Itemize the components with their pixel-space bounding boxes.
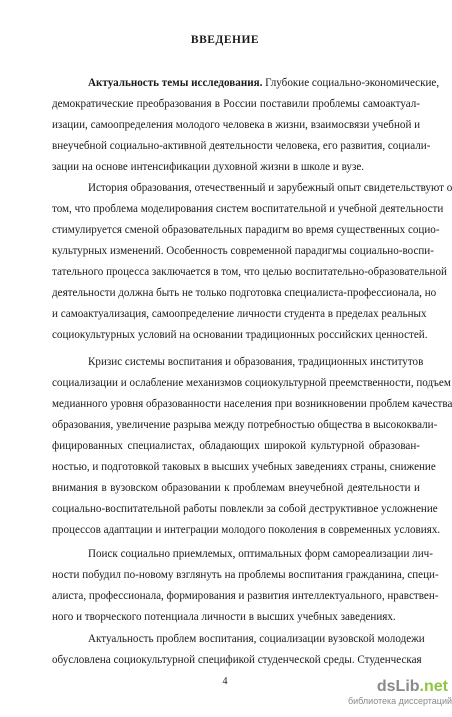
text-line: демократические преобразования в России поставили проблемы самоактуал- — [52, 98, 420, 110]
page-number: 4 — [222, 676, 228, 687]
text-line: ностью, и подготовкой таковых в высших учебных заведениях страны, снижение — [52, 461, 436, 473]
text-line: История образования, отечественный и зарубежный опыт свидетельствуют о — [88, 182, 452, 194]
svg-text:dsLib.net — [377, 678, 449, 695]
text-line: Поиск социально приемлемых, оптимальных форм самореализации лич- — [88, 548, 433, 560]
text-line: алиста, профессионала, формирования и развития интеллектуального, нравствен- — [52, 590, 439, 602]
text-line — [88, 75, 440, 91]
text-line: процессов адаптации и интеграции молодого поколения в современных условиях. — [52, 524, 441, 536]
logo-main-text: dsLib — [376, 678, 420, 695]
text-line: социализации и ослабление механизмов социокультурной преемственности, подъем — [52, 377, 451, 389]
dslib-logo — [348, 675, 448, 695]
text-line: Кризис системы воспитания и образования, традиционных институтов — [88, 356, 424, 368]
text-line: культурных изменений. Особенность современной парадигмы социально-воспи- — [52, 245, 434, 257]
text-line: внеучебной социально-активной деятельности человека, его развития, социали- — [52, 140, 431, 152]
text-line: социально-воспитательной работы повлекли за собой деструктивное усложнение — [52, 503, 438, 515]
logo-suffix-text: .net — [419, 678, 448, 695]
text-line: ного и творческого потенциала личности в высших учебных заведениях. — [52, 611, 396, 623]
text-line: тательного процесса заключается в том, что целью воспитательно-образовательной — [52, 266, 447, 278]
watermark-subtitle: библиотека диссертаций — [348, 696, 452, 706]
text-line: обусловлена социокультурной спецификой студенческой среды. Студенческая — [52, 654, 422, 666]
text-line: внимания в вузовском образовании к проблемам внеучебной деятельности и — [52, 482, 420, 494]
text-line: ности побудил по-новому взглянуть на проблемы воспитания гражданина, специ- — [52, 569, 439, 581]
text-line: стимулируется сменой образовательных парадигм во время существенных социо- — [52, 224, 440, 236]
text-line: фицированных специалистах, обладающих широкой культурной образован- — [52, 440, 420, 452]
text-line: образования, увеличение разрыва между потребностью общества в высококвали- — [52, 419, 438, 431]
text-line: зации на основе интенсификации духовной жизни в школе и вузе. — [52, 161, 365, 173]
text-line-content: Глубокие социально-экономические, — [262, 77, 440, 89]
text-line: Актуальность проблем воспитания, социализации вузовской молодежи — [88, 633, 425, 645]
page-title: ВВЕДЕНИЕ — [190, 34, 260, 46]
text-line: и самоактуализация, самоопределение личности студента в пределах реальных — [52, 308, 427, 320]
text-line: изации, самоопределения молодого человека в жизни, взаимосвязи учебной и — [52, 119, 421, 131]
section-lead: Актуальность темы исследования. — [88, 77, 263, 89]
text-line: медианного уровня образованности населения при возникновении проблем качества — [52, 398, 452, 410]
text-line: том, что проблема моделирования систем воспитательной и учебной деятельности — [52, 203, 444, 215]
text-line: социокультурных условий на основании традиционных российских ценностей. — [52, 329, 428, 341]
watermark — [348, 675, 452, 711]
text-line: деятельности должна быть не только подготовка специалиста-профессионала, но — [52, 287, 437, 299]
